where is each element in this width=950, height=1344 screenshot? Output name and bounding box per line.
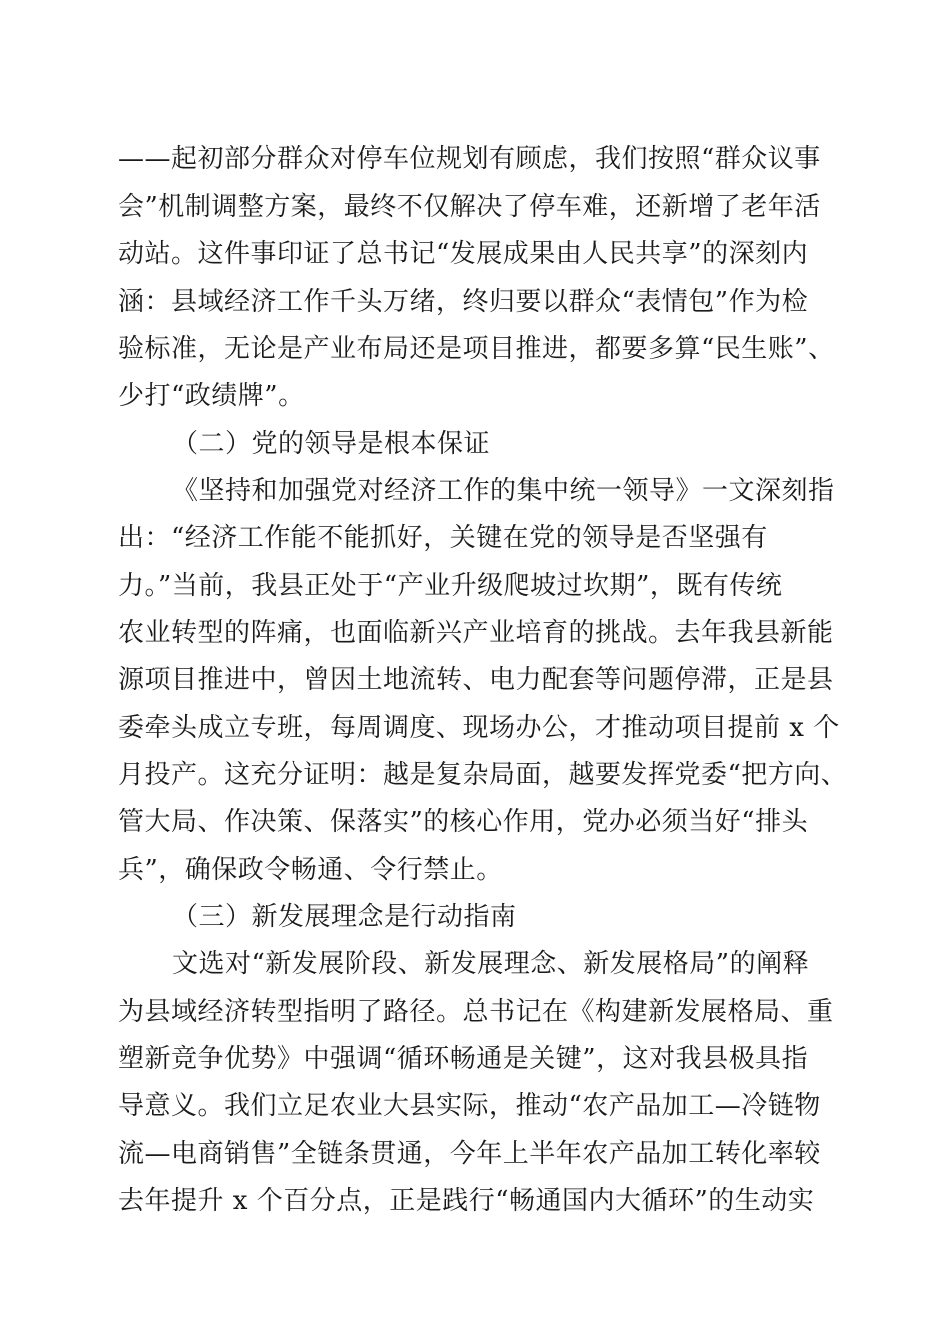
body-text-line: 少打“政绩牌”。 bbox=[118, 381, 305, 411]
body-text-line: 源项目推进中，曾因土地流转、电力配套等问题停滞，正是县 bbox=[118, 665, 834, 695]
body-text-line: 塑新竞争优势》中强调“循环畅通是关键”，这对我县极具指 bbox=[118, 1044, 809, 1074]
body-text-line: 流—电商销售”全链条贯通，今年上半年农产品加工转化率较 bbox=[118, 1139, 821, 1169]
body-text-line: 导意义。我们立足农业大县实际，推动“农产品加工—冷链物 bbox=[118, 1091, 821, 1121]
body-text-line: 管大局、作决策、保落实”的核心作用，党办必须当好“排头 bbox=[118, 807, 809, 837]
body-text-line: 为县域经济转型指明了路径。总书记在《构建新发展格局、重 bbox=[118, 997, 834, 1027]
body-text-line: 出：“经济工作能不能抓好，关键在党的领导是否坚强有 bbox=[118, 523, 768, 553]
body-text-line: 动站。这件事印证了总书记“发展成果由人民共享”的深刻内 bbox=[118, 239, 809, 269]
body-text-line: 兵”，确保政令畅通、令行禁止。 bbox=[118, 855, 503, 885]
body-text-line: 月投产。这充分证明：越是复杂局面，越要发挥党委“把方向、 bbox=[118, 760, 848, 790]
body-text-line: 验标准，无论是产业布局还是项目推进，都要多算“民生账”、 bbox=[118, 334, 835, 364]
body-text-line: 委牵头成立专班，每周调度、现场办公，才推动项目提前 x 个 bbox=[118, 713, 840, 743]
body-text-line: 会”机制调整方案，最终不仅解决了停车难，还新增了老年活 bbox=[118, 192, 821, 222]
body-text-line: ——起初部分群众对停车位规划有顾虑，我们按照“群众议事 bbox=[118, 144, 821, 174]
body-text-line: 涵：县域经济工作千头万绪，终归要以群众“表情包”作为检 bbox=[118, 287, 809, 317]
section-heading: （三）新发展理念是行动指南 bbox=[172, 902, 517, 932]
body-text-line: 文选对“新发展阶段、新发展理念、新发展格局”的阐释 bbox=[172, 949, 810, 979]
body-text-line: 《坚持和加强党对经济工作的集中统一领导》一文深刻指 bbox=[172, 476, 835, 506]
body-text-line: 力。”当前，我县正处于“产业升级爬坡过坎期”，既有传统 bbox=[118, 571, 783, 601]
section-heading: （二）党的领导是根本保证 bbox=[172, 429, 491, 459]
body-text-line: 去年提升 x 个百分点，正是践行“畅通国内大循环”的生动实 bbox=[118, 1186, 815, 1216]
body-text-line: 农业转型的阵痛，也面临新兴产业培育的挑战。去年我县新能 bbox=[118, 618, 834, 648]
